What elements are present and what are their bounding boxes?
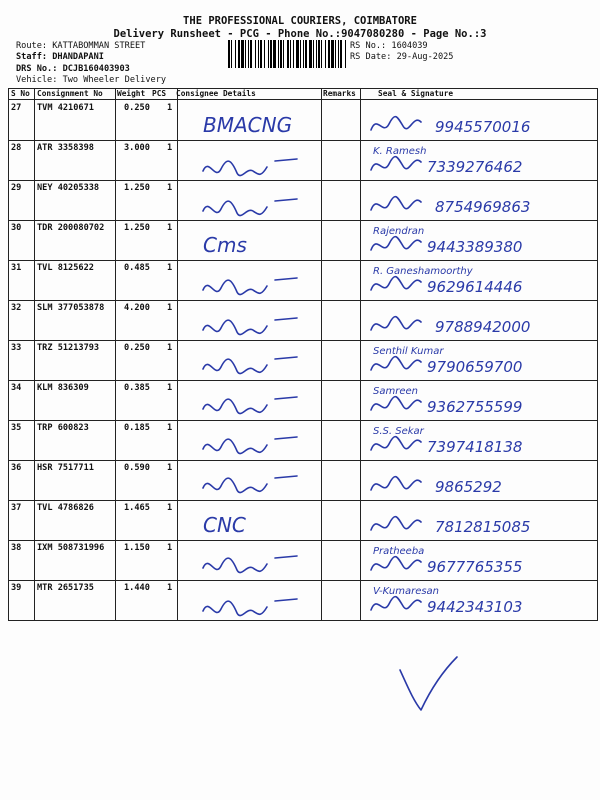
signature <box>365 502 597 542</box>
barcode-bar <box>309 40 312 68</box>
runsheet-subtitle: Delivery Runsheet - PCG - Phone No.:9047080280 - Page No.:3 <box>113 28 487 40</box>
col-divider <box>34 89 35 621</box>
tick-mark-icon <box>395 655 465 715</box>
barcode-bar <box>278 40 279 68</box>
row-pcs: 1 <box>167 463 173 473</box>
row-pcs: 1 <box>167 543 173 553</box>
col-header-weight: Weight <box>117 89 146 98</box>
row-weight: 1.250 <box>124 183 150 193</box>
col-header-remarks: Remarks <box>323 89 356 98</box>
row-pcs: 1 <box>167 583 173 593</box>
barcode-bar <box>328 40 330 68</box>
barcode-bar <box>313 40 314 68</box>
barcode-bar <box>316 40 317 68</box>
col-header-consignment: Consignment No <box>37 89 103 98</box>
signature <box>365 542 597 582</box>
consignee-handwriting <box>195 388 320 422</box>
row-weight: 1.440 <box>124 583 150 593</box>
col-divider <box>360 89 361 621</box>
row-consignment-no: HSR 7517711 <box>37 463 94 473</box>
row-pcs: 1 <box>167 103 173 113</box>
consignee-handwriting <box>195 468 320 502</box>
row-sno: 31 <box>11 263 22 273</box>
barcode-bar <box>268 40 269 68</box>
signature-phone: 7339276462 <box>427 158 523 176</box>
barcode-bar <box>300 40 301 68</box>
row-consignment-no: KLM 836309 <box>37 383 89 393</box>
barcode-bar <box>264 40 265 68</box>
barcode-bar <box>258 40 259 68</box>
row-consignment-no: TVL 4786826 <box>37 503 94 513</box>
row-consignment-no: TVM 4210671 <box>37 103 94 113</box>
barcode-bar <box>293 40 294 68</box>
signature-phone: 7397418138 <box>427 438 523 456</box>
barcode-icon <box>228 40 346 68</box>
signature-phone: 9865292 <box>435 478 502 496</box>
barcode-bar <box>287 40 289 68</box>
signatory-name: R. Ganeshamoorthy <box>373 266 473 277</box>
barcode-bar <box>235 40 236 68</box>
row-consignment-no: SLM 377053878 <box>37 303 105 313</box>
signature <box>365 582 597 622</box>
row-weight: 1.250 <box>124 223 150 233</box>
signature <box>365 262 597 302</box>
consignee-handwriting <box>195 548 320 582</box>
row-sno: 32 <box>11 303 22 313</box>
row-consignment-no: ATR 3358398 <box>37 143 94 153</box>
signature <box>365 382 597 422</box>
signature-phone: 9629614446 <box>427 278 523 296</box>
row-consignment-no: TVL 8125622 <box>37 263 94 273</box>
signature-phone: 9677765355 <box>427 558 523 576</box>
barcode-bar <box>325 40 326 68</box>
consignee-handwriting <box>195 588 320 622</box>
consignee-handwriting <box>195 348 320 382</box>
consignee-handwriting <box>195 148 320 182</box>
row-sno: 30 <box>11 223 22 233</box>
consignee-handwriting <box>195 108 320 142</box>
row-pcs: 1 <box>167 343 173 353</box>
row-weight: 0.485 <box>124 263 150 273</box>
signature-phone: 9788942000 <box>435 318 531 336</box>
col-header-pcs: PCS <box>152 89 167 98</box>
signatory-name: Samreen <box>373 386 418 397</box>
consignee-handwriting <box>195 268 320 302</box>
barcode-bar <box>290 40 291 68</box>
row-consignment-no: TRP 600823 <box>37 423 89 433</box>
consignee-name: BMACNG <box>203 113 293 137</box>
row-sno: 27 <box>11 103 22 113</box>
barcode-bar <box>238 40 240 68</box>
consignee-handwriting <box>195 428 320 462</box>
row-sno: 37 <box>11 503 22 513</box>
signature-phone: 9442343103 <box>427 598 523 616</box>
company-title: THE PROFESSIONAL COURIERS, COIMBATORE <box>183 15 417 27</box>
col-divider <box>597 89 598 621</box>
row-pcs: 1 <box>167 383 173 393</box>
row-pcs: 1 <box>167 503 173 513</box>
barcode-bar <box>260 40 262 68</box>
row-weight: 0.185 <box>124 423 150 433</box>
barcode-bar <box>273 40 276 68</box>
barcode-bar <box>231 40 232 68</box>
signatory-name: K. Ramesh <box>373 146 427 157</box>
signatory-name: V-Kumaresan <box>373 586 440 597</box>
signature <box>365 222 597 262</box>
barcode-bar <box>321 40 322 68</box>
row-pcs: 1 <box>167 303 173 313</box>
row-consignment-no: MTR 2651735 <box>37 583 94 593</box>
row-consignment-no: TDR 200080702 <box>37 223 105 233</box>
consignee-handwriting <box>195 228 320 262</box>
col-header-consignee: Consignee Details <box>176 89 256 98</box>
row-sno: 39 <box>11 583 22 593</box>
consignee-handwriting <box>195 508 320 542</box>
barcode-bar <box>303 40 304 68</box>
signature-phone: 8754969863 <box>435 198 531 216</box>
consignee-handwriting <box>195 188 320 222</box>
col-header-seal: Seal & Signature <box>378 89 454 98</box>
row-pcs: 1 <box>167 223 173 233</box>
barcode-bar <box>296 40 299 68</box>
signature-phone: 9362755599 <box>427 398 523 416</box>
barcode-bar <box>255 40 256 68</box>
signatory-name: Senthil Kumar <box>373 346 444 357</box>
barcode-bar <box>283 40 284 68</box>
signature-phone: 9443389380 <box>427 238 523 256</box>
row-sno: 29 <box>11 183 22 193</box>
drs-label: DRS No.: DCJB160403903 <box>16 64 130 74</box>
signature-phone: 9790659700 <box>427 358 523 376</box>
consignee-handwriting <box>195 308 320 342</box>
row-consignment-no: TRZ 51213793 <box>37 343 100 353</box>
col-divider <box>321 89 322 621</box>
row-weight: 0.590 <box>124 463 150 473</box>
barcode-bar <box>345 40 346 68</box>
consignee-name: CNC <box>203 513 246 537</box>
row-sno: 33 <box>11 343 22 353</box>
signature-phone: 7812815085 <box>435 518 531 536</box>
row-weight: 0.385 <box>124 383 150 393</box>
col-header-sno: S No <box>11 89 30 98</box>
col-divider <box>8 89 9 621</box>
barcode-bar <box>331 40 334 68</box>
row-sno: 38 <box>11 543 22 553</box>
vehicle-label: Vehicle: Two Wheeler Delivery <box>16 75 167 85</box>
row-pcs: 1 <box>167 183 173 193</box>
row-consignment-no: NEY 40205338 <box>37 183 100 193</box>
row-sno: 28 <box>11 143 22 153</box>
row-weight: 1.150 <box>124 543 150 553</box>
col-divider <box>115 89 116 621</box>
signature <box>365 302 597 342</box>
barcode-bar <box>340 40 342 68</box>
barcode-bar <box>270 40 272 68</box>
table-header-border <box>8 99 598 100</box>
row-weight: 3.000 <box>124 143 150 153</box>
barcode-bar <box>228 40 230 68</box>
row-pcs: 1 <box>167 423 173 433</box>
row-consignment-no: IXM 508731996 <box>37 543 105 553</box>
barcode-bar <box>335 40 336 68</box>
row-sno: 34 <box>11 383 22 393</box>
col-divider <box>177 89 178 621</box>
signature <box>365 182 597 222</box>
rs-date: RS Date: 29-Aug-2025 <box>350 52 454 62</box>
signatory-name: Rajendran <box>373 226 425 237</box>
signature <box>365 102 597 142</box>
barcode-bar <box>338 40 339 68</box>
row-weight: 1.465 <box>124 503 150 513</box>
signature-phone: 9945570016 <box>435 118 531 136</box>
row-sno: 36 <box>11 463 22 473</box>
row-pcs: 1 <box>167 263 173 273</box>
row-pcs: 1 <box>167 143 173 153</box>
barcode-bar <box>245 40 246 68</box>
consignee-name: Cms <box>203 233 247 257</box>
staff-label: Staff: DHANDAPANI <box>16 52 104 62</box>
barcode-bar <box>250 40 252 68</box>
signatory-name: S.S. Sekar <box>373 426 424 437</box>
barcode-bar <box>241 40 244 68</box>
barcode-bar <box>248 40 249 68</box>
barcode-bar <box>280 40 282 68</box>
row-weight: 0.250 <box>124 103 150 113</box>
signature <box>365 422 597 462</box>
signature <box>365 142 597 182</box>
signature <box>365 342 597 382</box>
row-weight: 0.250 <box>124 343 150 353</box>
signature <box>365 462 597 502</box>
route-label: Route: KATTABOMMAN STREET <box>16 41 146 51</box>
barcode-bar <box>305 40 307 68</box>
signatory-name: Pratheeba <box>373 546 425 557</box>
row-sno: 35 <box>11 423 22 433</box>
barcode-bar <box>318 40 320 68</box>
rs-number: RS No.: 1604039 <box>350 41 428 51</box>
row-weight: 4.200 <box>124 303 150 313</box>
